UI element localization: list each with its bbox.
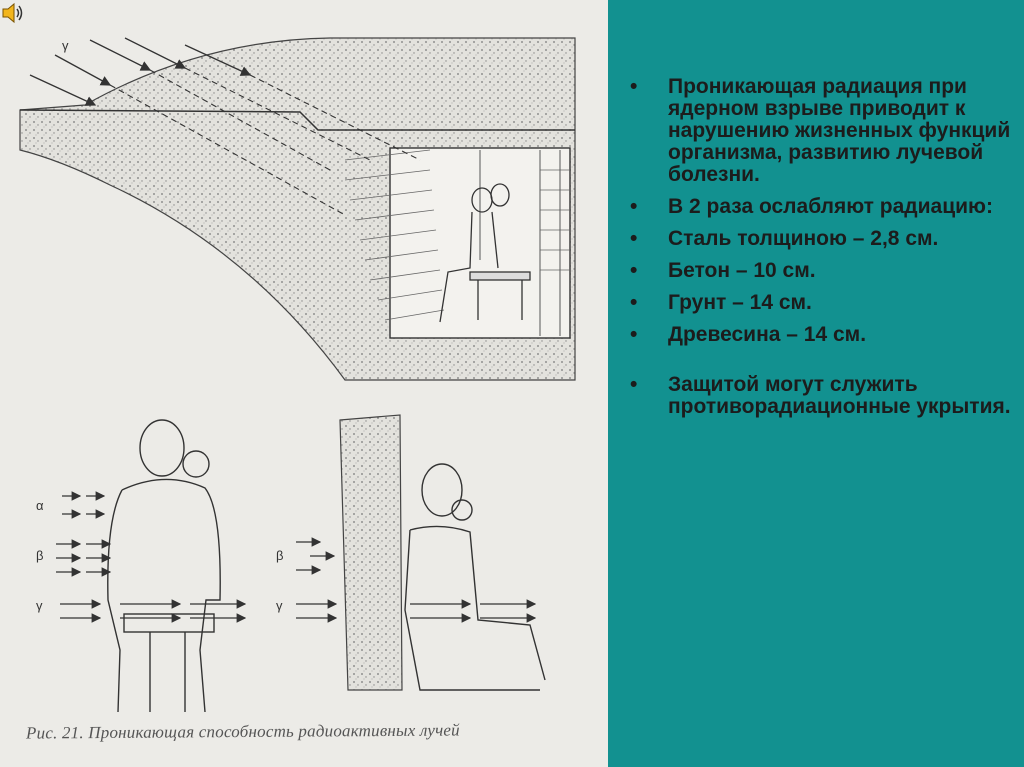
bullet-dot: • <box>630 75 638 98</box>
bullet-text: Защитой могут служить противорадиационные укрытия. <box>668 373 1011 418</box>
protective-wall <box>340 415 402 690</box>
bullet-dot: • <box>630 323 638 346</box>
beta-label-right: β <box>276 548 284 563</box>
seated-figure <box>405 464 545 690</box>
bullet-item <box>628 292 1018 314</box>
bullet-text: В 2 раза ослабляют радиацию: <box>668 195 993 218</box>
bullet-item <box>628 324 1018 346</box>
bullet-list <box>628 76 1018 428</box>
speaker-icon[interactable] <box>0 0 26 26</box>
gamma-label-left: γ <box>36 598 43 613</box>
bullet-item <box>628 374 1018 418</box>
bullet-text: Бетон – 10 см. <box>668 259 816 282</box>
bullet-text: Сталь толщиною – 2,8 см. <box>668 227 939 250</box>
alpha-label-left: α <box>36 498 44 513</box>
bullet-item <box>628 260 1018 282</box>
bullet-item <box>628 196 1018 218</box>
text-panel <box>608 0 1024 767</box>
bullet-dot: • <box>630 291 638 314</box>
bullet-text: Грунт – 14 см. <box>668 291 812 314</box>
bullet-dot: • <box>630 195 638 218</box>
gamma-label-right: γ <box>276 598 283 613</box>
bullet-dot: • <box>630 373 638 396</box>
figure-caption: Рис. 21. Проникающая способность радиоактивных лучей <box>25 720 460 743</box>
bullet-text: Проникающая радиация при ядерном взрыве приводит к нарушению жизненных функций организма, развитию лучевой болезни. <box>668 75 1011 186</box>
gamma-label-top: γ <box>62 38 69 53</box>
bullet-item <box>628 228 1018 250</box>
bullet-dot: • <box>630 227 638 250</box>
standing-figure <box>108 420 220 712</box>
beta-label-left: β <box>36 548 44 563</box>
bullet-dot: • <box>630 259 638 282</box>
bullet-text: Древесина – 14 см. <box>668 323 867 346</box>
bullet-item <box>628 76 1018 186</box>
